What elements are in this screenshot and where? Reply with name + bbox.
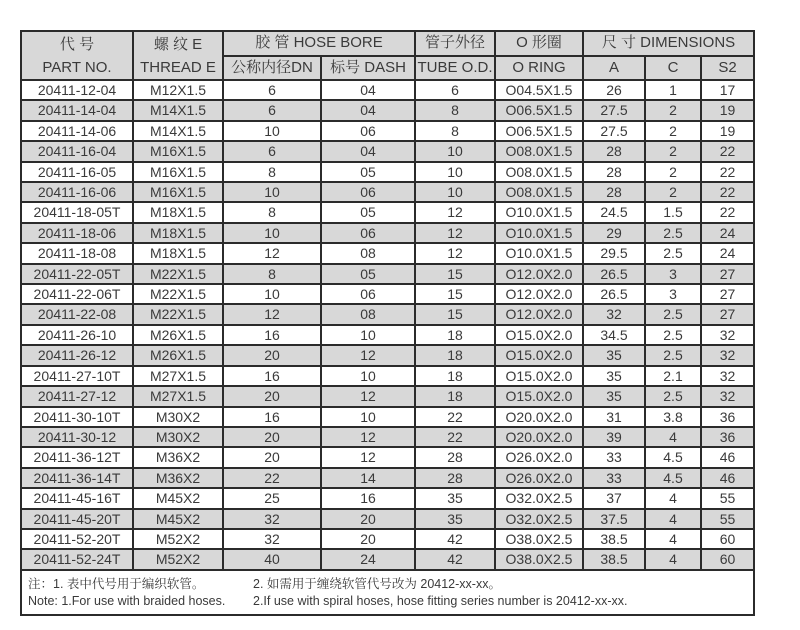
table-cell: 60 xyxy=(701,529,754,549)
table-cell: 20411-36-14T xyxy=(21,468,133,488)
table-cell: 20411-30-10T xyxy=(21,407,133,427)
table-cell: 22 xyxy=(415,407,495,427)
table-cell: O20.0X2.0 xyxy=(495,407,583,427)
header-o-ring-zh: O 形圈 xyxy=(495,31,583,56)
table-cell: M30X2 xyxy=(133,427,223,447)
table-cell: M26X1.5 xyxy=(133,345,223,365)
header-thread-e xyxy=(133,31,223,80)
table-cell: 20411-22-05T xyxy=(21,264,133,284)
table-cell: 40 xyxy=(223,549,321,569)
table-cell: 20411-22-08 xyxy=(21,304,133,324)
table-cell: 55 xyxy=(701,509,754,529)
table-cell: 20 xyxy=(223,386,321,406)
table-cell: M27X1.5 xyxy=(133,366,223,386)
table-cell: 20411-52-20T xyxy=(21,529,133,549)
table-cell: 2.5 xyxy=(645,304,701,324)
table-cell: 18 xyxy=(415,366,495,386)
table-cell: 10 xyxy=(321,325,415,345)
table-cell: 8 xyxy=(223,202,321,222)
table-cell: 06 xyxy=(321,284,415,304)
header-dash: 标号 DASH xyxy=(321,56,415,81)
table-row xyxy=(21,162,754,182)
table-cell: 20411-16-04 xyxy=(21,141,133,161)
table-cell: 2 xyxy=(645,100,701,120)
table-cell: 6 xyxy=(223,141,321,161)
table-cell: 6 xyxy=(415,80,495,100)
table-cell: 35 xyxy=(415,488,495,508)
table-cell: 42 xyxy=(415,549,495,569)
table-cell: 32 xyxy=(701,325,754,345)
table-cell: 36 xyxy=(701,427,754,447)
table-cell: 20411-30-12 xyxy=(21,427,133,447)
table-cell: 33 xyxy=(583,447,645,467)
table-row xyxy=(21,243,754,263)
table-cell: M36X2 xyxy=(133,468,223,488)
table-cell: 20411-12-04 xyxy=(21,80,133,100)
table-cell: O15.0X2.0 xyxy=(495,325,583,345)
table-cell: 18 xyxy=(415,386,495,406)
table-cell: 4.5 xyxy=(645,468,701,488)
hose-fitting-spec-table xyxy=(20,30,755,616)
table-cell: 12 xyxy=(415,223,495,243)
table-cell: 28 xyxy=(415,447,495,467)
table-cell: M52X2 xyxy=(133,549,223,569)
table-cell: 32 xyxy=(701,345,754,365)
table-cell: 31 xyxy=(583,407,645,427)
table-cell: 22 xyxy=(701,202,754,222)
table-cell: O32.0X2.5 xyxy=(495,488,583,508)
table-cell: O26.0X2.0 xyxy=(495,447,583,467)
table-cell: M14X1.5 xyxy=(133,121,223,141)
table-cell: M22X1.5 xyxy=(133,264,223,284)
table-cell: O06.5X1.5 xyxy=(495,121,583,141)
table-cell: M14X1.5 xyxy=(133,100,223,120)
table-cell: 46 xyxy=(701,447,754,467)
table-cell: O12.0X2.0 xyxy=(495,264,583,284)
table-cell: 32 xyxy=(223,509,321,529)
table-cell: 19 xyxy=(701,121,754,141)
table-cell: 05 xyxy=(321,162,415,182)
table-cell: 2.1 xyxy=(645,366,701,386)
table-row xyxy=(21,141,754,161)
table-cell: 20411-45-16T xyxy=(21,488,133,508)
header-dim-s2: S2 xyxy=(701,56,754,81)
table-cell: 28 xyxy=(583,162,645,182)
table-cell: 1.5 xyxy=(645,202,701,222)
table-cell: 20411-27-12 xyxy=(21,386,133,406)
notes xyxy=(28,576,747,609)
table-cell: 17 xyxy=(701,80,754,100)
table-cell: 26.5 xyxy=(583,264,645,284)
table-cell: 25 xyxy=(223,488,321,508)
table-cell: M27X1.5 xyxy=(133,386,223,406)
table-cell: 20 xyxy=(223,427,321,447)
table-cell: 10 xyxy=(415,162,495,182)
table-cell: 38.5 xyxy=(583,549,645,569)
table-cell: 2 xyxy=(645,141,701,161)
table-cell: 8 xyxy=(415,121,495,141)
table-cell: 20411-16-05 xyxy=(21,162,133,182)
table-cell: 06 xyxy=(321,182,415,202)
table-cell: 10 xyxy=(223,182,321,202)
table-cell: 34.5 xyxy=(583,325,645,345)
table-cell: 15 xyxy=(415,304,495,324)
table-cell: 04 xyxy=(321,80,415,100)
table-cell: 04 xyxy=(321,141,415,161)
table-cell: O10.0X1.5 xyxy=(495,223,583,243)
table-cell: 20 xyxy=(223,345,321,365)
table-cell: M18X1.5 xyxy=(133,243,223,263)
table-row xyxy=(21,100,754,120)
table-cell: 4 xyxy=(645,549,701,569)
table-cell: 12 xyxy=(321,427,415,447)
table-cell: M16X1.5 xyxy=(133,141,223,161)
table-cell: M18X1.5 xyxy=(133,202,223,222)
table-cell: 24 xyxy=(701,243,754,263)
table-cell: 28 xyxy=(583,141,645,161)
table-cell: O15.0X2.0 xyxy=(495,366,583,386)
note-en-2: 2.If use with spiral hoses, hose fitting series number is 20412-xx-xx. xyxy=(253,594,628,609)
table-cell: M36X2 xyxy=(133,447,223,467)
table-cell: 4 xyxy=(645,529,701,549)
table-cell: 10 xyxy=(415,141,495,161)
table-cell: M26X1.5 xyxy=(133,325,223,345)
table-cell: 12 xyxy=(321,447,415,467)
table-cell: O15.0X2.0 xyxy=(495,386,583,406)
table-cell: 32 xyxy=(583,304,645,324)
header-part-no xyxy=(21,31,133,80)
table-cell: 24 xyxy=(701,223,754,243)
table-cell: M16X1.5 xyxy=(133,162,223,182)
table-cell: 37 xyxy=(583,488,645,508)
table-cell: M18X1.5 xyxy=(133,223,223,243)
table-cell: 3 xyxy=(645,264,701,284)
header-dimensions-group: 尺 寸 DIMENSIONS xyxy=(583,31,754,56)
notes-cell xyxy=(21,570,754,615)
table-cell: 20 xyxy=(223,447,321,467)
table-cell: 20 xyxy=(321,509,415,529)
table-cell: O32.0X2.5 xyxy=(495,509,583,529)
table-cell: 22 xyxy=(223,468,321,488)
table-cell: 32 xyxy=(223,529,321,549)
table-cell: 10 xyxy=(223,121,321,141)
table-cell: 33 xyxy=(583,468,645,488)
header-hose-bore-group: 胶 管 HOSE BORE xyxy=(223,31,415,56)
table-row xyxy=(21,488,754,508)
header-dim-a: A xyxy=(583,56,645,81)
table-row xyxy=(21,468,754,488)
table-row xyxy=(21,80,754,100)
table-cell: 12 xyxy=(415,202,495,222)
table-cell: O38.0X2.5 xyxy=(495,549,583,569)
table-cell: 28 xyxy=(415,468,495,488)
table-cell: 35 xyxy=(583,345,645,365)
header-dim-c: C xyxy=(645,56,701,81)
table-cell: 60 xyxy=(701,549,754,569)
table-cell: 24.5 xyxy=(583,202,645,222)
table-cell: 05 xyxy=(321,202,415,222)
table-row xyxy=(21,182,754,202)
table-cell: O26.0X2.0 xyxy=(495,468,583,488)
table-cell: O04.5X1.5 xyxy=(495,80,583,100)
table-cell: 22 xyxy=(701,182,754,202)
table-row xyxy=(21,509,754,529)
table-cell: 4 xyxy=(645,427,701,447)
table-cell: 20411-27-10T xyxy=(21,366,133,386)
table-cell: 36 xyxy=(701,407,754,427)
table-cell: 22 xyxy=(415,427,495,447)
table-cell: M22X1.5 xyxy=(133,284,223,304)
table-cell: 24 xyxy=(321,549,415,569)
table-row xyxy=(21,447,754,467)
table-cell: 2 xyxy=(645,182,701,202)
table-cell: 10 xyxy=(321,407,415,427)
table-cell: 20411-14-06 xyxy=(21,121,133,141)
header-dn: 公称内径DN xyxy=(223,56,321,81)
table-cell: 12 xyxy=(223,243,321,263)
table-row xyxy=(21,407,754,427)
table-cell: 27.5 xyxy=(583,121,645,141)
header-thread-e-en: THREAD E xyxy=(140,58,216,76)
table-cell: 19 xyxy=(701,100,754,120)
table-row xyxy=(21,366,754,386)
table-row xyxy=(21,121,754,141)
table-cell: 06 xyxy=(321,121,415,141)
table-cell: 05 xyxy=(321,264,415,284)
table-cell: 20411-16-06 xyxy=(21,182,133,202)
table-cell: 32 xyxy=(701,366,754,386)
table-cell: 6 xyxy=(223,100,321,120)
table-cell: 29.5 xyxy=(583,243,645,263)
table-cell: O08.0X1.5 xyxy=(495,162,583,182)
header-thread-e-zh: 螺 纹 E xyxy=(153,35,203,53)
header-o-ring-en: O RING xyxy=(495,56,583,81)
table-row xyxy=(21,529,754,549)
table-cell: 16 xyxy=(223,325,321,345)
table-cell: 6 xyxy=(223,80,321,100)
table-cell: 10 xyxy=(223,284,321,304)
table-row xyxy=(21,223,754,243)
table-cell: 12 xyxy=(223,304,321,324)
table-cell: O12.0X2.0 xyxy=(495,304,583,324)
table-cell: 22 xyxy=(701,162,754,182)
table-cell: 20411-26-12 xyxy=(21,345,133,365)
table-cell: O08.0X1.5 xyxy=(495,182,583,202)
table-cell: 12 xyxy=(321,345,415,365)
table-cell: 20411-26-10 xyxy=(21,325,133,345)
table-cell: 8 xyxy=(415,100,495,120)
table-cell: 12 xyxy=(415,243,495,263)
table-row xyxy=(21,427,754,447)
table-cell: 2 xyxy=(645,121,701,141)
table-row xyxy=(21,345,754,365)
header-part-no-en: PART NO. xyxy=(42,58,112,76)
table-cell: 12 xyxy=(321,386,415,406)
table-row xyxy=(21,386,754,406)
table-cell: 20411-22-06T xyxy=(21,284,133,304)
table-cell: 26 xyxy=(583,80,645,100)
table-cell: 37.5 xyxy=(583,509,645,529)
table-cell: M52X2 xyxy=(133,529,223,549)
table-cell: M30X2 xyxy=(133,407,223,427)
table-cell: 3.8 xyxy=(645,407,701,427)
table-cell: O10.0X1.5 xyxy=(495,243,583,263)
table-cell: 38.5 xyxy=(583,529,645,549)
table-cell: 2 xyxy=(645,162,701,182)
table-cell: 15 xyxy=(415,264,495,284)
table-cell: 20411-14-04 xyxy=(21,100,133,120)
table-cell: 35 xyxy=(415,509,495,529)
table-cell: 14 xyxy=(321,468,415,488)
table-cell: 15 xyxy=(415,284,495,304)
table-cell: 29 xyxy=(583,223,645,243)
table-row xyxy=(21,304,754,324)
table-row xyxy=(21,325,754,345)
table-row xyxy=(21,264,754,284)
header-tube-od-zh: 管子外径 xyxy=(415,31,495,56)
table-cell: 10 xyxy=(321,366,415,386)
table-cell: 26.5 xyxy=(583,284,645,304)
table-row xyxy=(21,549,754,569)
table-cell: 8 xyxy=(223,162,321,182)
table-cell: O20.0X2.0 xyxy=(495,427,583,447)
table-cell: 04 xyxy=(321,100,415,120)
table-cell: 2.5 xyxy=(645,223,701,243)
table-cell: 2.5 xyxy=(645,243,701,263)
table-cell: 28 xyxy=(583,182,645,202)
table-cell: 2.5 xyxy=(645,325,701,345)
table-cell: 20411-18-08 xyxy=(21,243,133,263)
table-cell: 20411-36-12T xyxy=(21,447,133,467)
table-cell: 20411-18-06 xyxy=(21,223,133,243)
table-cell: 10 xyxy=(415,182,495,202)
table-row xyxy=(21,202,754,222)
table-cell: 4.5 xyxy=(645,447,701,467)
table-cell: 2.5 xyxy=(645,345,701,365)
table-cell: 35 xyxy=(583,366,645,386)
table-row xyxy=(21,284,754,304)
table-cell: M45X2 xyxy=(133,488,223,508)
table-cell: M22X1.5 xyxy=(133,304,223,324)
table-cell: 08 xyxy=(321,304,415,324)
table-cell: 35 xyxy=(583,386,645,406)
table-cell: 08 xyxy=(321,243,415,263)
table-cell: 2.5 xyxy=(645,386,701,406)
table-cell: 27 xyxy=(701,284,754,304)
table-cell: 20411-52-24T xyxy=(21,549,133,569)
table-cell: 20411-18-05T xyxy=(21,202,133,222)
table-cell: 4 xyxy=(645,488,701,508)
table-cell: 42 xyxy=(415,529,495,549)
table-cell: 18 xyxy=(415,345,495,365)
table-cell: 46 xyxy=(701,468,754,488)
note-en-1: Note: 1.For use with braided hoses. xyxy=(28,594,226,609)
table-cell: 16 xyxy=(321,488,415,508)
table-cell: 27.5 xyxy=(583,100,645,120)
table-cell: O38.0X2.5 xyxy=(495,529,583,549)
table-cell: 06 xyxy=(321,223,415,243)
table-cell: 22 xyxy=(701,141,754,161)
table-cell: 16 xyxy=(223,366,321,386)
header-tube-od-en: TUBE O.D. xyxy=(415,56,495,81)
table-cell: O10.0X1.5 xyxy=(495,202,583,222)
table-cell: 3 xyxy=(645,284,701,304)
table-cell: 55 xyxy=(701,488,754,508)
table-header xyxy=(21,31,754,80)
table-cell: M16X1.5 xyxy=(133,182,223,202)
table-cell: 20 xyxy=(321,529,415,549)
table-cell: 1 xyxy=(645,80,701,100)
table-cell: 16 xyxy=(223,407,321,427)
table-cell: O12.0X2.0 xyxy=(495,284,583,304)
table-cell: O08.0X1.5 xyxy=(495,141,583,161)
table-cell: 4 xyxy=(645,509,701,529)
table-cell: 32 xyxy=(701,386,754,406)
note-zh-2: 2. 如需用于缠绕软管代号改为 20412-xx-xx。 xyxy=(253,577,501,592)
table-cell: O06.5X1.5 xyxy=(495,100,583,120)
table-cell: 20411-45-20T xyxy=(21,509,133,529)
table-cell: 39 xyxy=(583,427,645,447)
table-cell: O15.0X2.0 xyxy=(495,345,583,365)
note-zh-1: 注：1. 表中代号用于编织软管。 xyxy=(28,577,205,592)
table-cell: M12X1.5 xyxy=(133,80,223,100)
table-cell: 18 xyxy=(415,325,495,345)
table-cell: 8 xyxy=(223,264,321,284)
table-cell: 27 xyxy=(701,304,754,324)
table-body xyxy=(21,80,754,570)
header-part-no-zh: 代 号 xyxy=(59,35,95,53)
table-cell: M45X2 xyxy=(133,509,223,529)
table-cell: 27 xyxy=(701,264,754,284)
table-cell: 10 xyxy=(223,223,321,243)
